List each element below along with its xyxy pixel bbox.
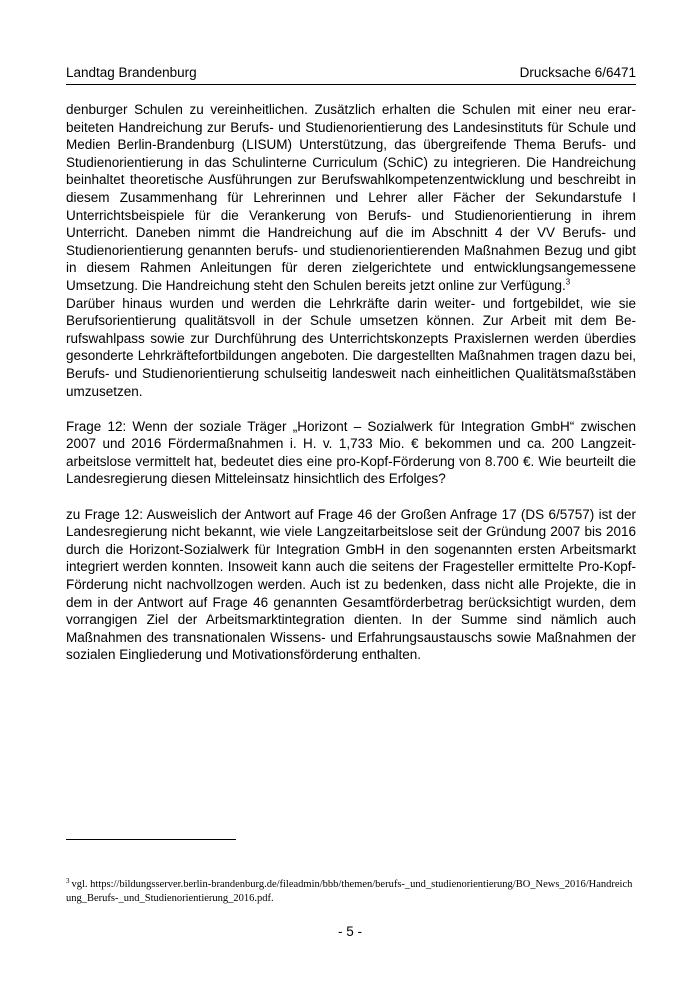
answer-12: zu Frage 12: Ausweislich der Antwort auf Frage 46 der Großen Anfrage 17 (DS 6/5757) ist der Landesregierung nicht bekannt, wie viele Langzeitarbeitslose seit der Gründung 2007 bis 2016 durch die Horizont-Sozialwerk für Integration GmbH in den sogenannten ersten Arbeitsmarkt integriert werden konnten. Insoweit kann auch die seitens der Fragesteller ermittelte Pro-Kopf-Förderung nicht nachvollzogen werden. Auch ist zu bedenken, dass nicht alle Projekte, die in dem in der Antwort auf Frage 46 genannten Gesamtförderbetrag berücksichtigt wurden, dem vorrangigen Ziel der Arbeitsmarktintegration dienten. In der Summe sind nämlich auch Maßnahmen des transnationalen Wissens- und Erfahrungsaustauschs sowie Maßnahmen der sozialen Eingliederung und Motivationsförderung enthalten. <box>66 506 636 663</box>
footnote-number: 3 <box>66 876 70 885</box>
paragraph-handreichung-text: denburger Schulen zu vereinheitlichen. Zusätzlich erhalten die Schulen mit einer neu erarbeiteten Handreichung zur Berufs- und Studienorientierung des Landesinstituts für Schule und Medien Berlin-Brandenburg (LISUM) Unterstützung, das übergreifende Thema Berufs- und Studienorientierung in das Schulinterne Curriculum (SchiC) zu integrieren. Die Handreichung beinhaltet theoretische Ausführungen zur Berufswahlkompetenzentwicklung und beschreibt in diesem Zusammenhang für Lehrerinnen und Lehrer aller Fächer der Sekundarstufe I Unterrichtsbeispiele für die Verankerung von Berufs- und Studienorientierung in ihrem Unterricht. Daneben nimmt die Handreichung auf die im Abschnitt 4 der VV Berufs- und Studienorientierung genannten berufs- und studienorientierenden Maßnahmen Bezug und gibt in diesem Rahmen Anleitungen für deren zielgerichtete und entwicklungsangemessene Umsetzung. Die Handreichung steht den Schulen bereits jetzt online zur Verfügung. <box>66 102 636 293</box>
question-12: Frage 12: Wenn der soziale Träger „Horizont – Sozialwerk für Integration GmbH“ zwischen 2007 und 2016 Fördermaßnahmen i. H. v. 1,733 Mio. € bekommen und ca. 200 Langzeitarbeitslose vermittelt hat, bedeutet dies eine pro-Kopf-Förderung von 8.700 €. Wie beurteilt die Landesregierung diesen Mitteleinsatz hinsichtlich des Erfolges? <box>66 418 636 487</box>
header-title: Landtag Brandenburg <box>66 65 197 80</box>
paragraph-lehrkraefte: Darüber hinaus wurden und werden die Lehrkräfte darin weiter- und fortgebildet, wie sie Berufsorientierung qualitätsvoll in der Schule umsetzen können. Zur Arbeit mit dem Berufswahlpass sowie zur Durchführung des Unterrichtskonzepts Praxislernen werden überdies gesonderte Lehrkräftefortbildungen angeboten. Die dargestellten Maßnahmen tragen dazu bei, Berufs- und Studienorientierung schulseitig landesweit nach einheitlichen Qualitätsmaßstäben umzusetzen. <box>66 295 636 399</box>
footnote-separator <box>66 839 236 840</box>
document-number: Drucksache 6/6471 <box>519 65 636 80</box>
body-text <box>66 101 636 664</box>
page-header <box>66 64 636 85</box>
paragraph-handreichung <box>66 101 636 295</box>
footnote <box>66 878 636 906</box>
footnote-text: vgl. https://bildungsserver.berlin-brandenburg.de/fileadmin/bbb/themen/berufs-_und_studienorientierung/BO_News_2016/Handreichung_Berufs-_und_Studienorientierung_2016.pdf. <box>66 879 633 904</box>
page-number: - 5 - <box>337 924 362 939</box>
footnote-reference[interactable]: 3 <box>565 277 571 287</box>
